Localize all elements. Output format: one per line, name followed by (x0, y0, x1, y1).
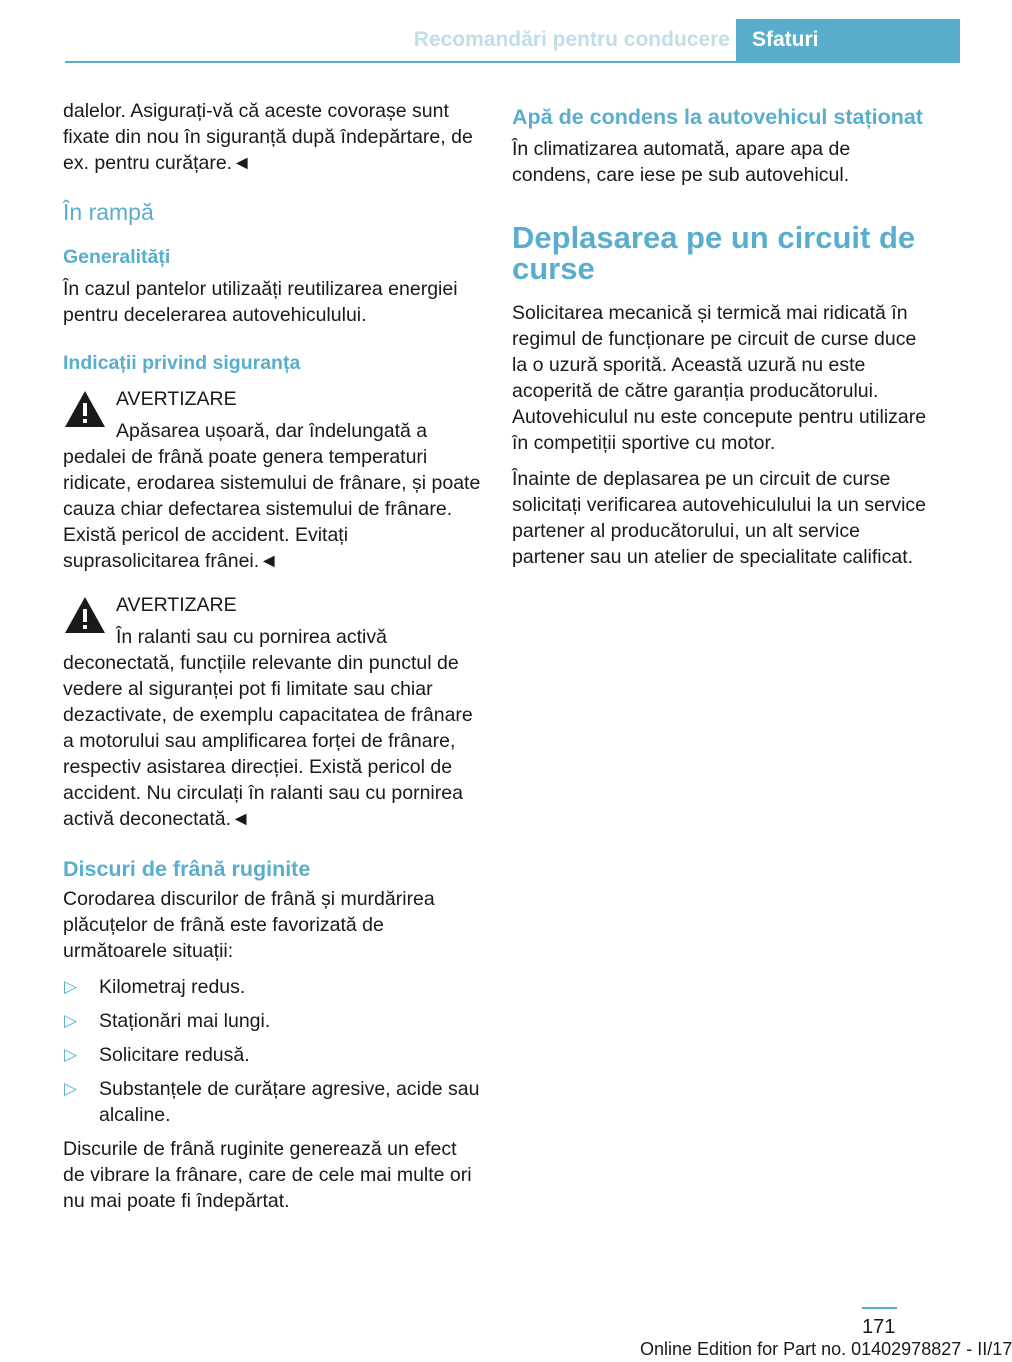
triangle-bullet-icon: ▷ (64, 1011, 78, 1030)
triangle-bullet-icon: ▷ (64, 1079, 78, 1098)
warning-title: AVERTIZARE (116, 594, 237, 616)
list-item-text: Substanțele de curățare agresive, acide sau alcaline. (99, 1078, 480, 1126)
paragraph-circuit-1: Solicitarea mecanică și termică mai ridicată în regimul de funcționare pe circuit de curse duce la o uzură sporită. Această uzură nu este acoperită de către garanția producătorului. Autovehiculul nu este concepute pentru utilizare în competiții sportive cu motor. (512, 302, 927, 454)
heading-indicatii-siguranta: Indicații privind siguranța (63, 352, 301, 374)
list-item (63, 974, 483, 1000)
list-item (63, 1076, 483, 1128)
footer-divider (862, 1307, 897, 1309)
conditions-list (63, 974, 483, 1128)
warning-text: În ralanti sau cu pornirea activă deconectată, funcțiile relevante din punctul de vedere al siguranței pot fi limitate sau chiar dezactivate, de exemplu capacitatea de frânare a motorului sau amplificarea forței de frânare, respectiv asistarea direcției. Există pericol de accident. Nu circulați în ralanti sau cu pornirea activă deconectată.◄ (63, 626, 473, 830)
triangle-bullet-icon: ▷ (64, 977, 78, 996)
warning-text-wrap (63, 624, 483, 832)
warning-block-1 (63, 386, 483, 574)
list-item-text: Staționări mai lungi. (99, 1010, 271, 1032)
paragraph-discuri: Corodarea discurilor de frână și murdărirea plăcuțelor de frână este favorizată de următoarele situații: (63, 888, 435, 962)
header-divider (65, 61, 960, 63)
header-chapter-tab: Sfaturi (736, 19, 960, 61)
list-item-text: Kilometraj redus. (99, 976, 246, 998)
heading-in-rampa: În rampă (63, 199, 154, 225)
right-column (512, 98, 932, 580)
left-column (63, 98, 483, 1224)
warning-text: Apăsarea ușoară, dar îndelungată a pedalei de frână poate genera temperaturi ridicate, erodarea sistemului de frânare, și poate cauza chiar defectarea sistemului de frânare. Există pericol de accident. Evitați suprasolicitarea frânei.◄ (63, 420, 481, 572)
heading-generalitati: Generalități (63, 246, 171, 268)
list-item (63, 1042, 483, 1068)
warning-triangle-icon (63, 595, 107, 635)
list-item (63, 1008, 483, 1034)
paragraph-condens: În climatizarea automată, apare apa de condens, care iese pe sub autovehicul. (512, 138, 851, 186)
paragraph-generalitati: În cazul pantelor utilizaăți reutilizarea energiei pentru decelerarea autovehiculului. (63, 278, 458, 326)
list-item-text: Solicitare redusă. (99, 1044, 250, 1066)
page-header (0, 0, 960, 62)
warning-block-2 (63, 592, 483, 832)
heading-circuit-curse: Deplasarea pe un circuit de curse (512, 220, 916, 286)
heading-apa-condens: Apă de condens la autovehicul staționat (512, 105, 923, 129)
warning-title: AVERTIZARE (116, 388, 237, 410)
warning-text-wrap (63, 418, 483, 574)
header-section-title: Recomandări pentru conducere (413, 28, 730, 51)
paragraph-discuri-end: Discurile de frână ruginite generează un efect de vibrare la frânare, care de cele mai multe ori nu mai poate fi îndepărtat. (63, 1138, 472, 1212)
footer-edition-text: Online Edition for Part no. 01402978827 - II/17 (640, 1339, 1012, 1359)
heading-discuri-ruginite: Discuri de frână ruginite (63, 857, 311, 881)
triangle-bullet-icon: ▷ (64, 1045, 78, 1064)
page-number: 171 (862, 1316, 896, 1338)
paragraph-circuit-2: Înainte de deplasarea pe un circuit de curse solicitați verificarea autovehiculului la un service partener al producătorului, un alt service partener sau un atelier de specialitate calificat. (512, 468, 927, 568)
intro-paragraph: dalelor. Asigurați-vă că aceste covorașe sunt fixate din nou în siguranță după îndepărtare, de ex. pentru curățare.◄ (63, 100, 473, 174)
warning-triangle-icon (63, 389, 107, 429)
